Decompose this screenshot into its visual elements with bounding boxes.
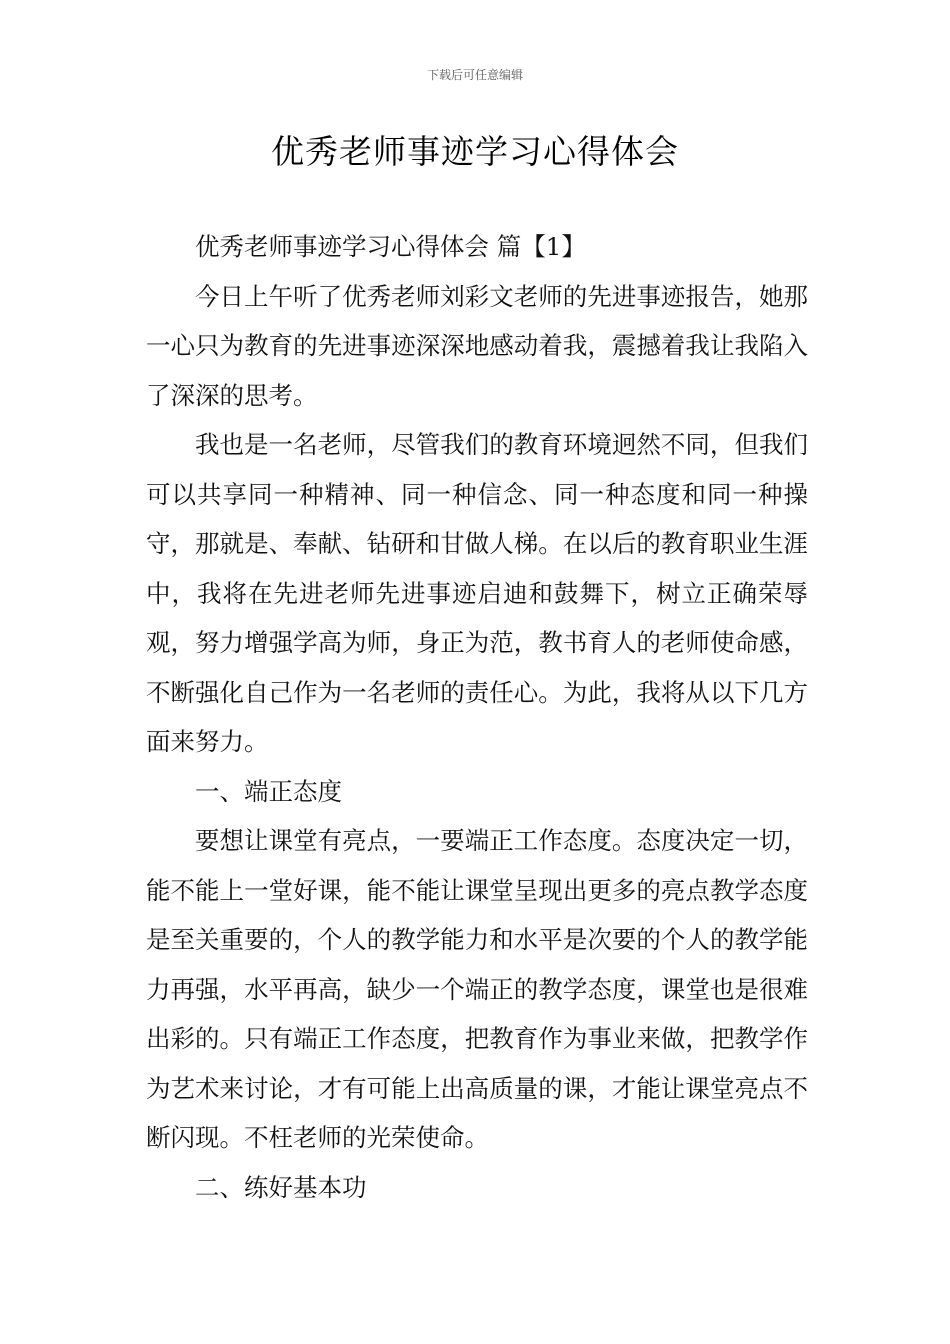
section-heading: 优秀老师事迹学习心得体会 篇【1】 [195,232,586,261]
subheading: 一、端正态度 [195,776,342,806]
document-body [146,222,808,1212]
header-note: 下载后可任意编辑 [426,68,523,82]
subheading: 二、练好基本功 [195,1172,367,1202]
paragraph: 今日上午听了优秀老师刘彩文老师的先进事迹报告，她那一心只为教育的先进事迹深深地感动着我，震撼着我让我陷入了深深的思考。 [146,281,808,410]
paragraph: 我也是一名老师，尽管我们的教育环境迥然不同，但我们可以共享同一种精神、同一种信念、同一种态度和同一种操守，那就是、奉献、钻研和甘做人梯。在以后的教育职业生涯中，我将在先进老师先进事迹启迪和鼓舞下，树立正确荣辱观，努力增强学高为师，身正为范，教书育人的老师使命感，不断强化自己作为一名老师的责任心。为此，我将从以下几方面来努力。 [146,430,808,756]
paragraph: 要想让课堂有亮点，一要端正工作态度。态度决定一切，能不能上一堂好课，能不能让课堂呈现出更多的亮点教学态度是至关重要的，个人的教学能力和水平是次要的个人的教学能力再强，水平再高，缺少一个端正的教学态度，课堂也是很难出彩的。只有端正工作态度，把教育作为事业来做，把教学作为艺术来讨论，才有可能上出高质量的课，才能让课堂亮点不断闪现。不枉老师的光荣使命。 [146,826,808,1152]
document-title: 优秀老师事迹学习心得体会 [271,132,679,171]
